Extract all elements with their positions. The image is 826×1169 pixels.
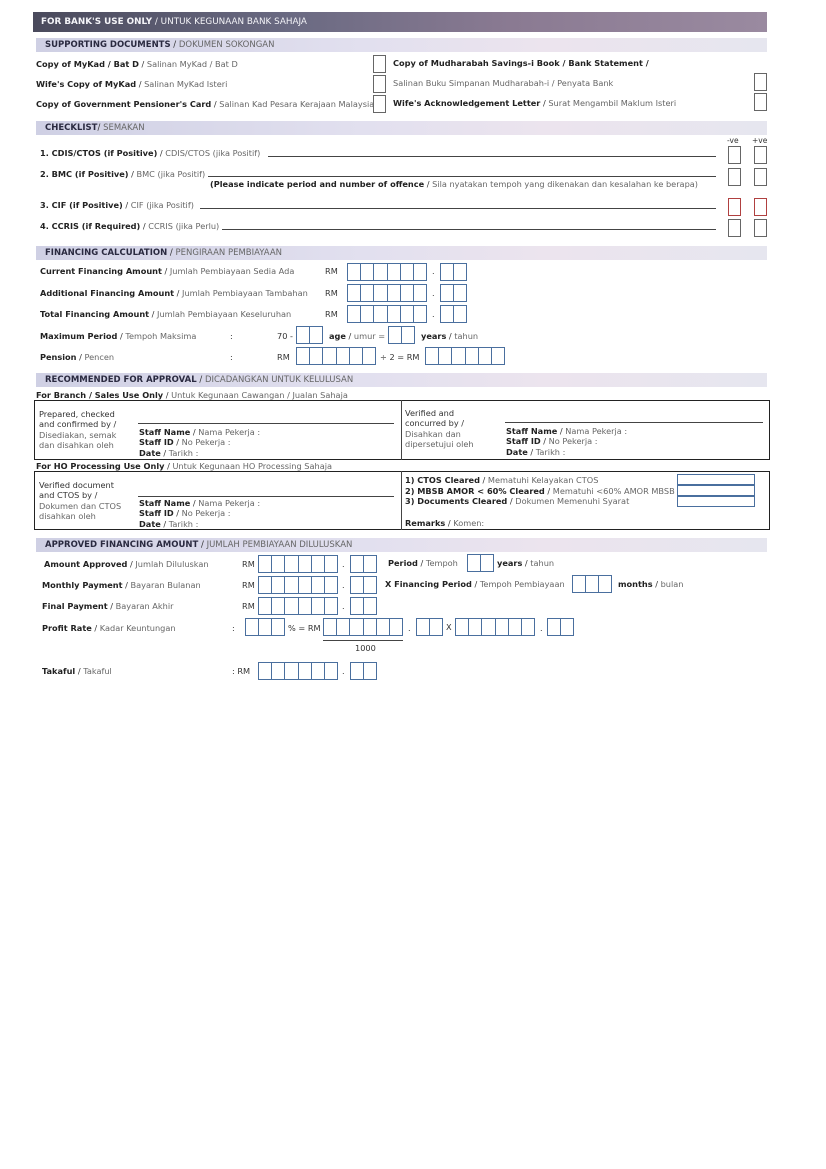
total-financing-rm: RM (325, 309, 338, 319)
ctos-cleared-label: 1) CTOS Cleared / Mematuhi Kelayakan CTOS (405, 475, 599, 485)
prepared-by-ms-2: dan disahkan oleh (39, 440, 114, 450)
checklist-item-ccris: 4. CCRIS (if Required) / CCRIS (jika Perlu) (40, 221, 220, 231)
checklist-ccris-pos-checkbox[interactable] (754, 219, 767, 237)
profit-multiplier-input[interactable] (455, 618, 535, 636)
maximum-period-colon: : (230, 331, 233, 341)
prepared-signature-line[interactable] (138, 423, 394, 424)
ho-use-label: For HO Processing Use Only / Untuk Kegunaan HO Processing Sahaja (36, 461, 333, 471)
period-input[interactable] (467, 554, 494, 572)
takaful-cents[interactable] (350, 662, 377, 680)
verified-staff-id-label: Staff ID / No Pekerja : (506, 436, 598, 446)
ho-box-divider (401, 471, 402, 530)
total-financing-label: Total Financing Amount / Jumlah Pembiayaan Keseluruhan (40, 309, 292, 319)
maximum-period-label: Maximum Period / Tempoh Maksima (40, 331, 197, 341)
financing-period-label: X Financing Period / Tempoh Pembiayaan (385, 579, 565, 589)
doc-wife-mykad-label: Wife's Copy of MyKad / Salinan MyKad Isteri (36, 79, 228, 89)
doc-mykad-label: Copy of MyKad / Bat D / Salinan MyKad / Bat D (36, 59, 238, 69)
verified-doc-en-2: and CTOS by / (39, 490, 98, 500)
recommended-header: RECOMMENDED FOR APPROVAL / DICADANGKAN UNTUK KELULUSAN (36, 373, 767, 387)
additional-financing-cents[interactable] (440, 284, 467, 302)
takaful-colon-rm: : RM (232, 666, 251, 676)
age-label: age / umur = (329, 331, 386, 341)
verified-by-en-2: concurred by / (405, 418, 465, 428)
pension-result-input[interactable] (425, 347, 505, 365)
checklist-cif-pos-checkbox[interactable] (754, 198, 767, 216)
prepared-date-label: Date / Tarikh : (139, 448, 199, 458)
amount-approved-rm: RM (242, 559, 255, 569)
checklist-bmc-neg-checkbox[interactable] (728, 168, 741, 186)
doc-pensioner-card-label: Copy of Government Pensioner's Card / Salinan Kad Pesara Kerajaan Malaysia (36, 99, 375, 109)
checklist-cif-neg-checkbox[interactable] (728, 198, 741, 216)
profit-rm-cents[interactable] (416, 618, 443, 636)
additional-financing-label: Additional Financing Amount / Jumlah Pembiayaan Tambahan (40, 288, 308, 298)
pension-input[interactable] (296, 347, 376, 365)
verified-by-ms-2: dipersetujui oleh (405, 439, 474, 449)
checklist-bmc-note: (Please indicate period and number of offence / Sila nyatakan tempoh yang dikenakan dan kesalahan ke berapa) (210, 179, 698, 189)
monthly-payment-dot: . (342, 580, 345, 590)
checklist-header: CHECKLIST/ SEMAKAN (36, 121, 767, 135)
ho-signature-line[interactable] (138, 496, 394, 497)
approved-financing-header: APPROVED FINANCING AMOUNT / JUMLAH PEMBIAYAAN DILULUSKAN (36, 538, 767, 552)
prepared-by-ms-1: Disediakan, semak (39, 430, 117, 440)
profit-rate-input[interactable] (245, 618, 285, 636)
doc-pensioner-checkbox[interactable] (373, 95, 386, 113)
final-payment-cents[interactable] (350, 597, 377, 615)
verified-doc-ms-1: Dokumen dan CTOS (39, 501, 122, 511)
verified-signature-line[interactable] (505, 422, 763, 423)
fraction-line (323, 640, 403, 641)
doc-savings-book-checkbox[interactable] (754, 73, 767, 91)
years-input[interactable] (388, 326, 415, 344)
profit-multiply-label: X (446, 622, 452, 632)
verified-by-en-1: Verified and (405, 408, 455, 418)
pension-label: Pension / Pencen (40, 352, 115, 362)
doc-savings-book-label: Copy of Mudharabah Savings-i Book / Bank Statement / (393, 58, 649, 68)
amount-approved-cents[interactable] (350, 555, 377, 573)
current-financing-rm: RM (325, 266, 338, 276)
checklist-item-bmc: 2. BMC (if Positive) / BMC (jika Positif) (40, 169, 206, 179)
profit-multiplier-cents[interactable] (547, 618, 574, 636)
financing-calculation-header: FINANCING CALCULATION / PENGIRAAN PEMBIAYAAN (36, 246, 767, 260)
takaful-dot: . (342, 666, 345, 676)
verified-staff-name-label: Staff Name / Nama Pekerja : (506, 426, 628, 436)
ho-staff-name-label: Staff Name / Nama Pekerja : (139, 498, 261, 508)
pension-colon: : (230, 352, 233, 362)
verified-date-label: Date / Tarikh : (506, 447, 566, 457)
final-payment-rm: RM (242, 601, 255, 611)
documents-cleared-label: 3) Documents Cleared / Dokumen Memenuhi Syarat (405, 496, 630, 506)
checklist-ccris-line[interactable] (222, 229, 716, 230)
ho-staff-id-label: Staff ID / No Pekerja : (139, 508, 231, 518)
doc-savings-book-ms-label: Salinan Buku Simpanan Mudharabah-i / Penyata Bank (393, 78, 614, 88)
current-financing-dot: . (432, 266, 435, 276)
financing-period-input[interactable] (572, 575, 612, 593)
period-years-label: years / tahun (497, 558, 555, 568)
current-financing-input[interactable] (347, 263, 427, 281)
verified-doc-en-1: Verified document (39, 480, 114, 490)
prepared-staff-name-label: Staff Name / Nama Pekerja : (139, 427, 261, 437)
documents-cleared-box[interactable] (677, 496, 755, 507)
fraction-denominator: 1000 (355, 643, 376, 653)
current-financing-cents[interactable] (440, 263, 467, 281)
checklist-negative-label: -ve (727, 136, 739, 145)
additional-financing-rm: RM (325, 288, 338, 298)
checklist-bmc-pos-checkbox[interactable] (754, 168, 767, 186)
ctos-cleared-box[interactable] (677, 474, 755, 485)
doc-wife-letter-checkbox[interactable] (754, 93, 767, 111)
prepared-staff-id-label: Staff ID / No Pekerja : (139, 437, 231, 447)
checklist-ccris-neg-checkbox[interactable] (728, 219, 741, 237)
monthly-payment-label: Monthly Payment / Bayaran Bulanan (42, 580, 201, 590)
top-banner: FOR BANK'S USE ONLY / UNTUK KEGUNAAN BANK SAHAJA (33, 12, 767, 32)
profit-rate-colon: : (232, 623, 235, 633)
profit-rm-input[interactable] (323, 618, 403, 636)
verified-doc-ms-2: disahkan oleh (39, 511, 96, 521)
monthly-payment-cents[interactable] (350, 576, 377, 594)
current-financing-label: Current Financing Amount / Jumlah Pembiayaan Sedia Ada (40, 266, 295, 276)
monthly-payment-rm: RM (242, 580, 255, 590)
pension-divide-label: ÷ 2 = RM (380, 352, 420, 362)
amor-cleared-label: 2) MBSB AMOR < 60% Cleared / Mematuhi <60% AMOR MBSB (405, 486, 675, 496)
total-financing-cents[interactable] (440, 305, 467, 323)
checklist-cdis-neg-checkbox[interactable] (728, 146, 741, 164)
additional-financing-dot: . (432, 288, 435, 298)
total-financing-dot: . (432, 309, 435, 319)
checklist-cdis-pos-checkbox[interactable] (754, 146, 767, 164)
branch-box-divider (401, 400, 402, 460)
prepared-by-en-1: Prepared, checked (39, 409, 115, 419)
checklist-item-cif: 3. CIF (if Positive) / CIF (jika Positif) (40, 200, 194, 210)
final-payment-label: Final Payment / Bayaran Akhir (42, 601, 174, 611)
checklist-bmc-line[interactable] (208, 176, 716, 177)
profit-rm-dot: . (408, 623, 411, 633)
amor-cleared-box[interactable] (677, 485, 755, 496)
age-input[interactable] (296, 326, 323, 344)
profit-multiplier-dot: . (540, 623, 543, 633)
verified-by-ms-1: Disahkan dan (405, 429, 461, 439)
branch-use-label: For Branch / Sales Use Only / Untuk Kegunaan Cawangan / Jualan Sahaja (36, 390, 348, 400)
ho-date-label: Date / Tarikh : (139, 519, 199, 529)
checklist-cif-line[interactable] (200, 208, 716, 209)
monthly-payment-input[interactable] (258, 576, 338, 594)
remarks-label: Remarks / Komen: (405, 518, 485, 528)
doc-mykad-checkbox[interactable] (373, 55, 386, 73)
supporting-documents-header: SUPPORTING DOCUMENTS / DOKUMEN SOKONGAN (36, 38, 767, 52)
pension-rm: RM (277, 352, 290, 362)
takaful-input[interactable] (258, 662, 338, 680)
maximum-period-seventy: 70 - (277, 331, 293, 341)
doc-wife-mykad-checkbox[interactable] (373, 75, 386, 93)
final-payment-dot: . (342, 601, 345, 611)
final-payment-input[interactable] (258, 597, 338, 615)
checklist-cdis-line[interactable] (268, 156, 716, 157)
amount-approved-dot: . (342, 559, 345, 569)
prepared-by-en-2: and confirmed by / (39, 419, 117, 429)
amount-approved-label: Amount Approved / Jumlah Diluluskan (44, 559, 209, 569)
takaful-label: Takaful / Takaful (42, 666, 112, 676)
profit-rate-label: Profit Rate / Kadar Keuntungan (42, 623, 176, 633)
months-label: months / bulan (618, 579, 684, 589)
total-financing-input[interactable] (347, 305, 427, 323)
period-label: Period / Tempoh (388, 558, 458, 568)
amount-approved-input[interactable] (258, 555, 338, 573)
checklist-item-cdis: 1. CDIS/CTOS (if Positive) / CDIS/CTOS (jika Positif) (40, 148, 261, 158)
additional-financing-input[interactable] (347, 284, 427, 302)
checklist-positive-label: +ve (752, 136, 768, 145)
years-label: years / tahun (421, 331, 479, 341)
doc-wife-letter-label: Wife's Acknowledgement Letter / Surat Mengambil Maklum Isteri (393, 98, 677, 108)
profit-rate-equals-rm: % = RM (288, 623, 321, 633)
